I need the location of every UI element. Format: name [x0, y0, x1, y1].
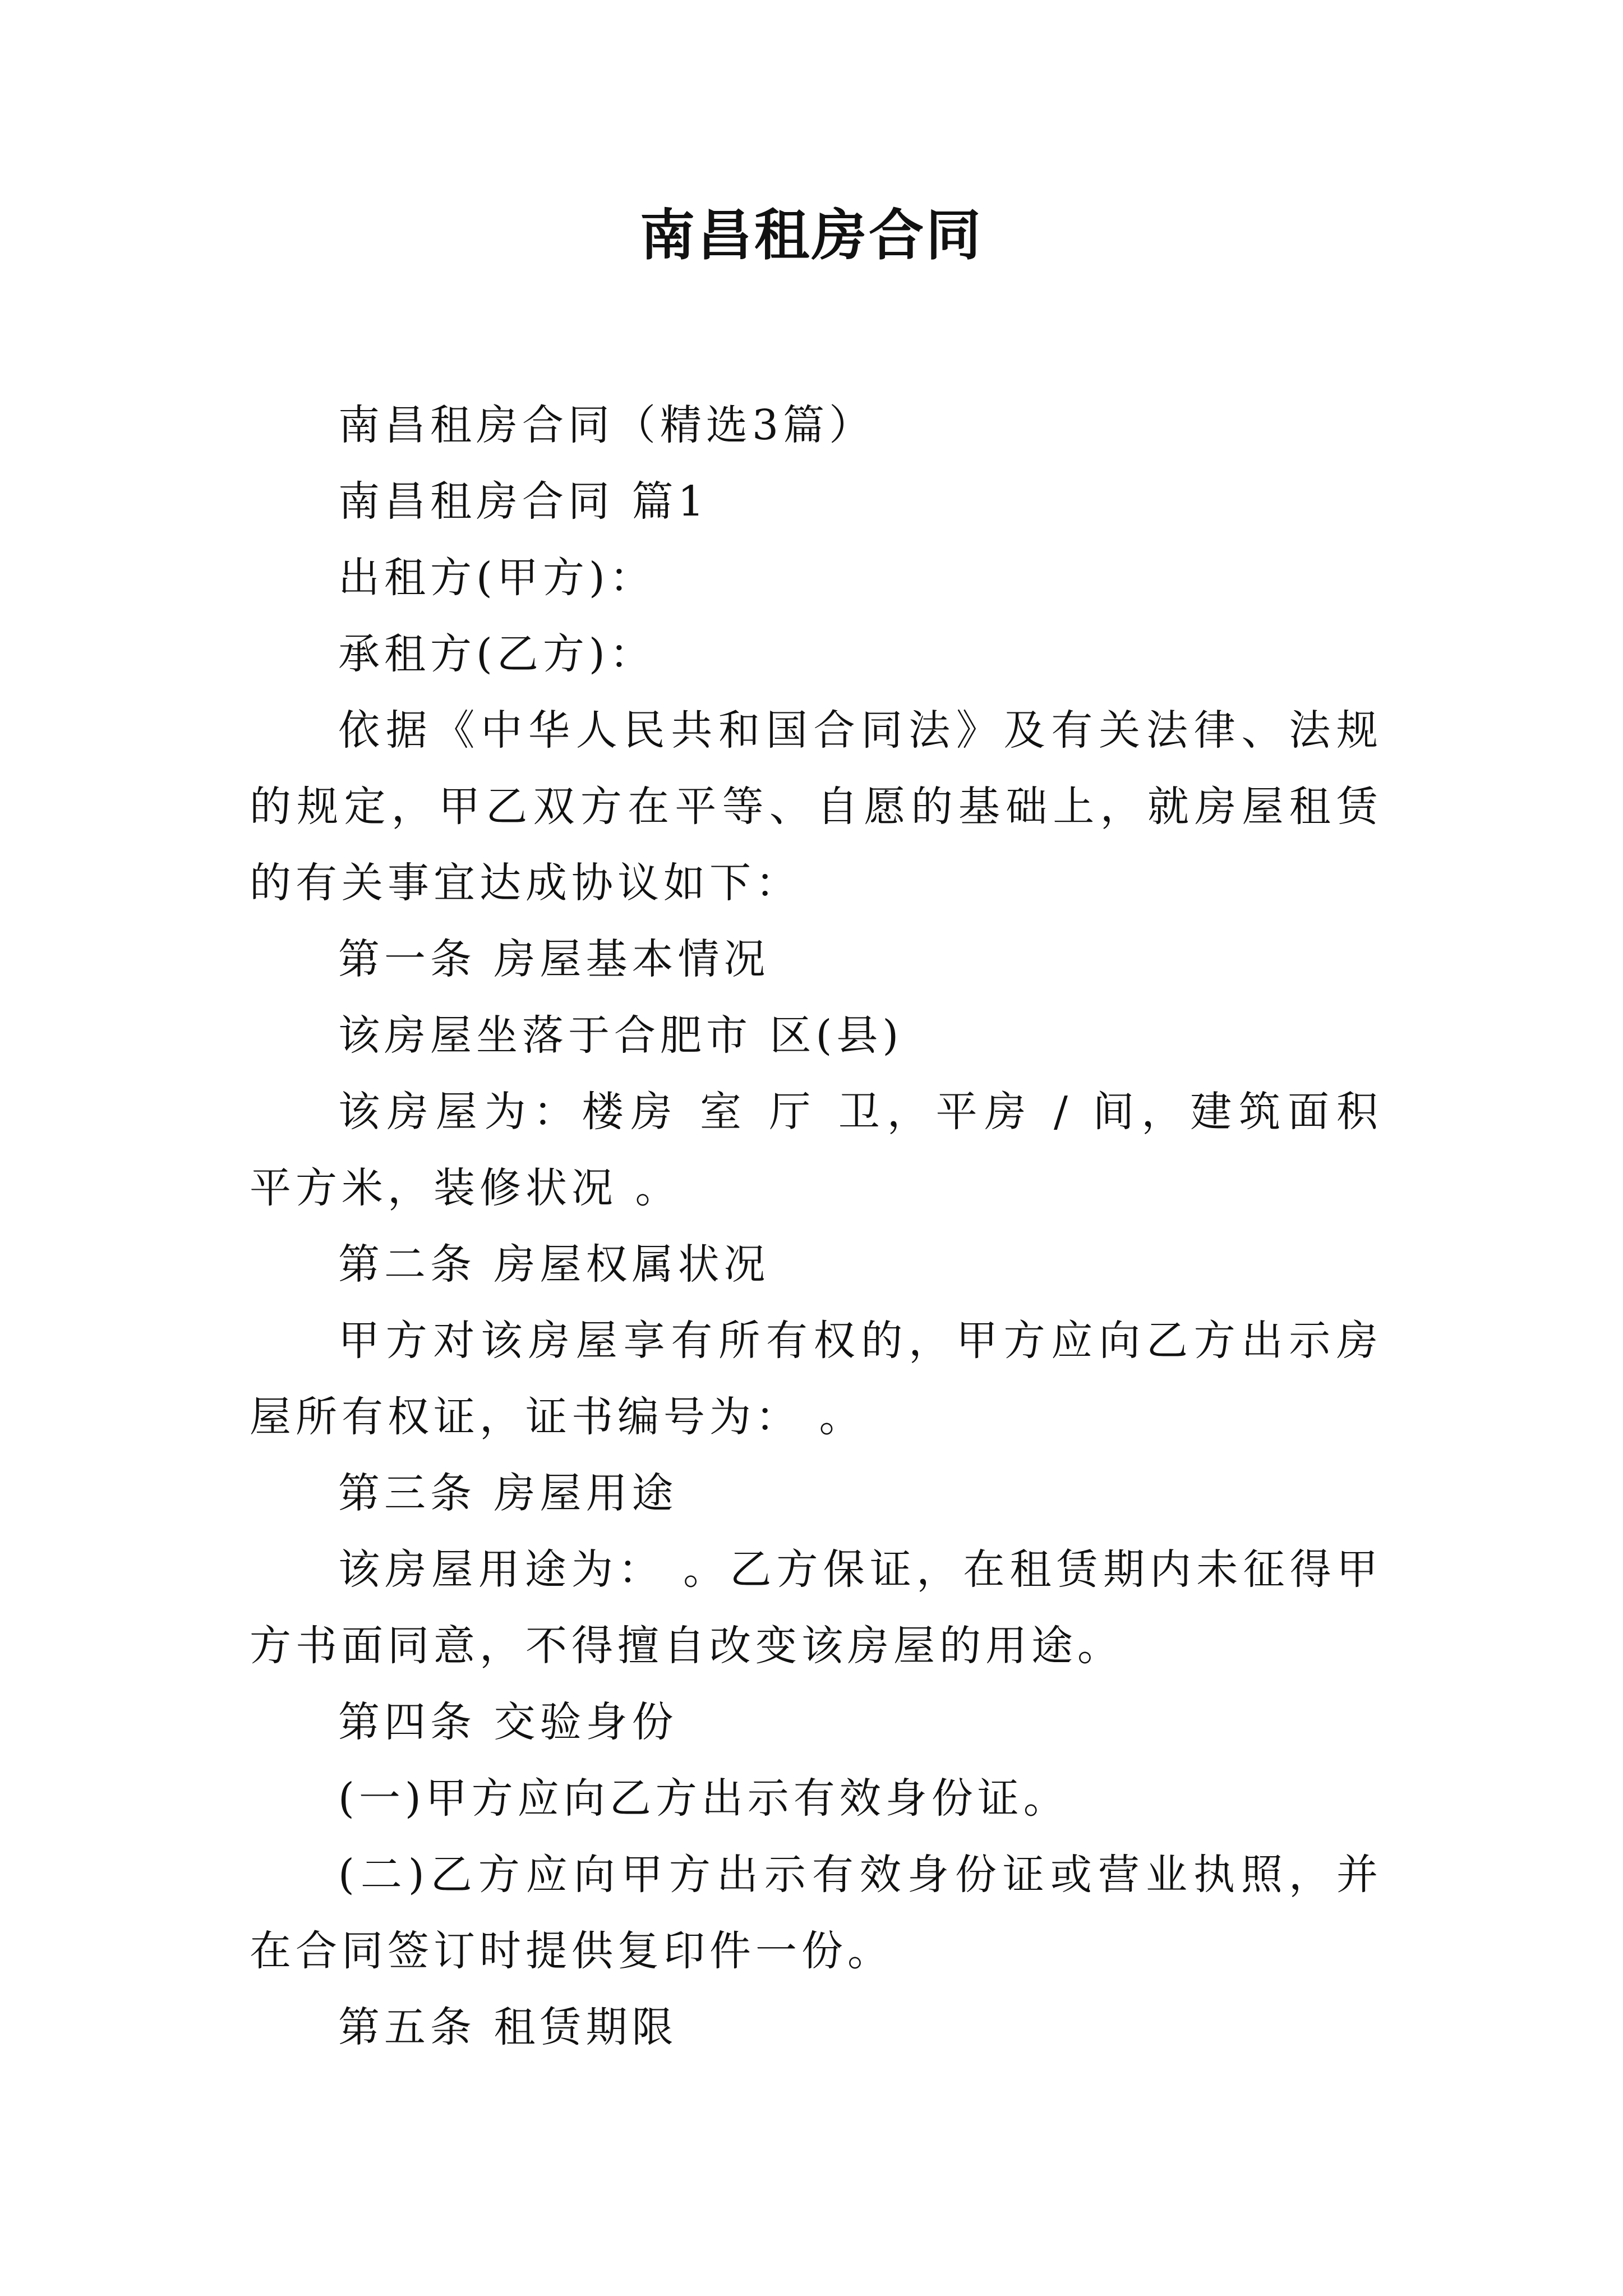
- paragraph-5: 依据《中华人民共和国合同法》及有关法律、法规的规定，甲乙双方在平等、自愿的基础上，就房屋租赁的有关事宜达成协议如下：: [250, 706, 1382, 907]
- paragraph-16: 第五条 租赁期限: [338, 2003, 678, 2051]
- paragraph-12: 该房屋用途为： 。乙方保证，在租赁期内未征得甲方书面同意，不得擅自改变该房屋的用途。: [250, 1545, 1382, 1670]
- paragraph-14: (一)甲方应向乙方出示有效身份证。: [338, 1774, 1069, 1823]
- paragraph-9: 第二条 房屋权属状况: [338, 1240, 770, 1289]
- paragraph-10: 甲方对该房屋享有所有权的，甲方应向乙方出示房屋所有权证，证书编号为： 。: [250, 1317, 1382, 1441]
- document-body: [250, 387, 1382, 2065]
- paragraph-3: 出租方(甲方)：: [338, 554, 656, 602]
- paragraph-15: (二)乙方应向甲方出示有效身份证或营业执照，并在合同签订时提供复印件一份。: [250, 1851, 1382, 1975]
- paragraph-6: 第一条 房屋基本情况: [338, 935, 770, 983]
- paragraph-11: 第三条 房屋用途: [338, 1469, 678, 1517]
- paragraph-7: 该房屋坐落于合肥市 区(县): [338, 1011, 903, 1060]
- paragraph-1: 南昌租房合同（精选3篇）: [338, 401, 875, 449]
- paragraph-2: 南昌租房合同 篇1: [338, 477, 709, 526]
- document-title: 南昌租房合同: [639, 203, 983, 268]
- paragraph-13: 第四条 交验身份: [338, 1698, 678, 1746]
- paragraph-8: 该房屋为：楼房 室 厅 卫，平房 / 间，建筑面积 平方米，装修状况 。: [250, 1088, 1382, 1212]
- paragraph-4: 承租方(乙方)：: [338, 630, 656, 678]
